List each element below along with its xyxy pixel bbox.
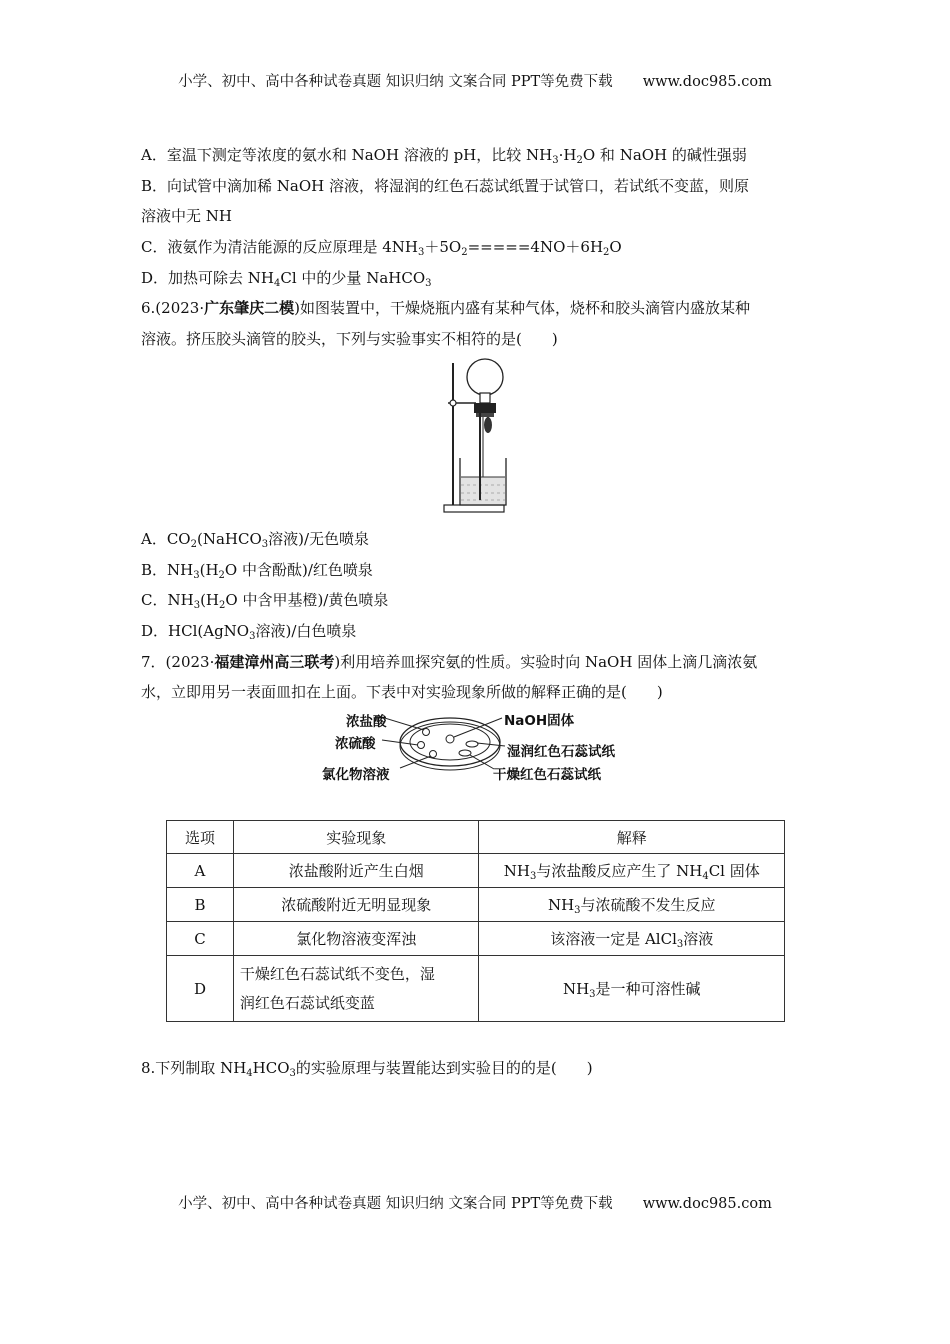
label-chloride-solution: 氯化物溶液 [322,767,390,783]
header-text: 小学、初中、高中各种试卷真题 知识归纳 文案合同 PPT等免费下载 [178,74,613,90]
row-a-phenomenon: 浓盐酸附近产生白烟 [233,854,479,888]
row-d-explanation: $NH_3$是一种可溶性碱 [479,956,785,1022]
row-a-option: A [167,854,234,888]
row-c-phenomenon: 氯化物溶液变浑浊 [233,922,479,956]
page-footer [0,1192,950,1213]
q6-option-b: B．$NH_3(H_2O$ 中含酚酞)/红色喷泉 [141,561,373,581]
row-d-phenomenon: 干燥红色石蕊试纸不变色，湿 润红色石蕊试纸变蓝 [233,956,479,1022]
table-row [167,956,785,1022]
label-conc-h2so4: 浓硫酸 [335,736,376,752]
stopper [474,403,496,413]
label-dry-litmus: 干燥红色石蕊试纸 [493,767,601,783]
petri-dish-diagram [300,706,650,786]
table-row [167,922,785,956]
row-b-explanation: $NH_3$与浓硫酸不发生反应 [479,888,785,922]
header-url[interactable]: www.doc985.com [642,74,772,90]
q6-option-a: A．$CO_2(NaHCO_3$溶液)/无色喷泉 [141,530,370,550]
round-bottom-flask [467,359,503,395]
table-header-row [167,821,785,854]
row-b-phenomenon: 浓硫酸附近无明显现象 [233,888,479,922]
q6-option-c: C．$NH_3(H_2O$ 中含甲基橙)/黄色喷泉 [141,591,389,611]
q5-option-d: D．加热可除去 $NH_4Cl$ 中的少量 NaHCO$_3$ [141,269,432,289]
stand-base [444,505,504,512]
q7-table [166,820,785,1022]
row-c-explanation: 该溶液一定是 AlCl$_3$溶液 [479,922,785,956]
page-header [0,70,950,91]
row-a-explanation: $NH_3$与浓盐酸反应产生了 $NH_4Cl$ 固体 [479,854,785,888]
dropper-bulb [484,417,492,433]
header-explanation: 解释 [479,821,785,854]
table-row [167,888,785,922]
q5-option-a: A．室温下测定等浓度的氨水和 NaOH 溶液的 pH，比较 $NH_3\cdot H_2O$ 和 NaOH 的碱性强弱 [141,146,747,166]
row-b-option: B [167,888,234,922]
label-naoh-solid: NaOH固体 [504,713,575,729]
header-phenomenon: 实验现象 [233,821,479,854]
row-d-option: D [167,956,234,1022]
footer-url[interactable]: www.doc985.com [642,1196,772,1212]
header-option: 选项 [167,821,234,854]
label-conc-hcl: 浓盐酸 [346,714,387,730]
q5-option-b-line1: B．向试管中滴加稀 NaOH 溶液，将湿润的红色石蕊试纸置于试管口，若试纸不变蓝，则原 [141,177,750,195]
q6-source: 广东肇庆二模 [204,299,295,317]
q7-stem-line2: 水，立即用另一表面皿扣在上面。下表中对实验现象所做的解释正确的是( ) [141,683,663,701]
q5-option-b-line2: 溶液中无 NH [141,207,232,225]
q5-option-c: C．液氨作为清洁能源的反应原理是 $4NH_3+5O_2=====4NO+6H_2O$ [141,238,622,258]
row-c-option: C [167,922,234,956]
q8-stem: 8.下列制取 $NH_4HCO_3$的实验原理与装置能达到实验目的的是( ) [141,1059,593,1079]
q7-stem-line1: 7．(2023·福建漳州高三联考)利用培养皿探究氨的性质。实验时向 NaOH 固体上滴几滴浓氨 [141,653,758,671]
table-row [167,854,785,888]
footer-text: 小学、初中、高中各种试卷真题 知识归纳 文案合同 PPT等免费下载 [178,1196,613,1212]
q6-option-d: D．HCl(AgNO$_3$溶液)/白色喷泉 [141,622,357,642]
label-wet-litmus: 湿润红色石蕊试纸 [507,744,615,760]
q6-stem-line1: 6.(2023·广东肇庆二模)如图装置中，干燥烧瓶内盛有某种气体，烧杯和胶头滴管内盛放某种 [141,299,750,317]
naoh-solid [446,735,454,743]
q6-stem-line2: 溶液。挤压胶头滴管的胶头，下列与实验事实不相符的是( ) [141,330,558,348]
q7-source: 福建漳州高三联考 [214,653,335,671]
fountain-apparatus-figure [440,355,520,517]
